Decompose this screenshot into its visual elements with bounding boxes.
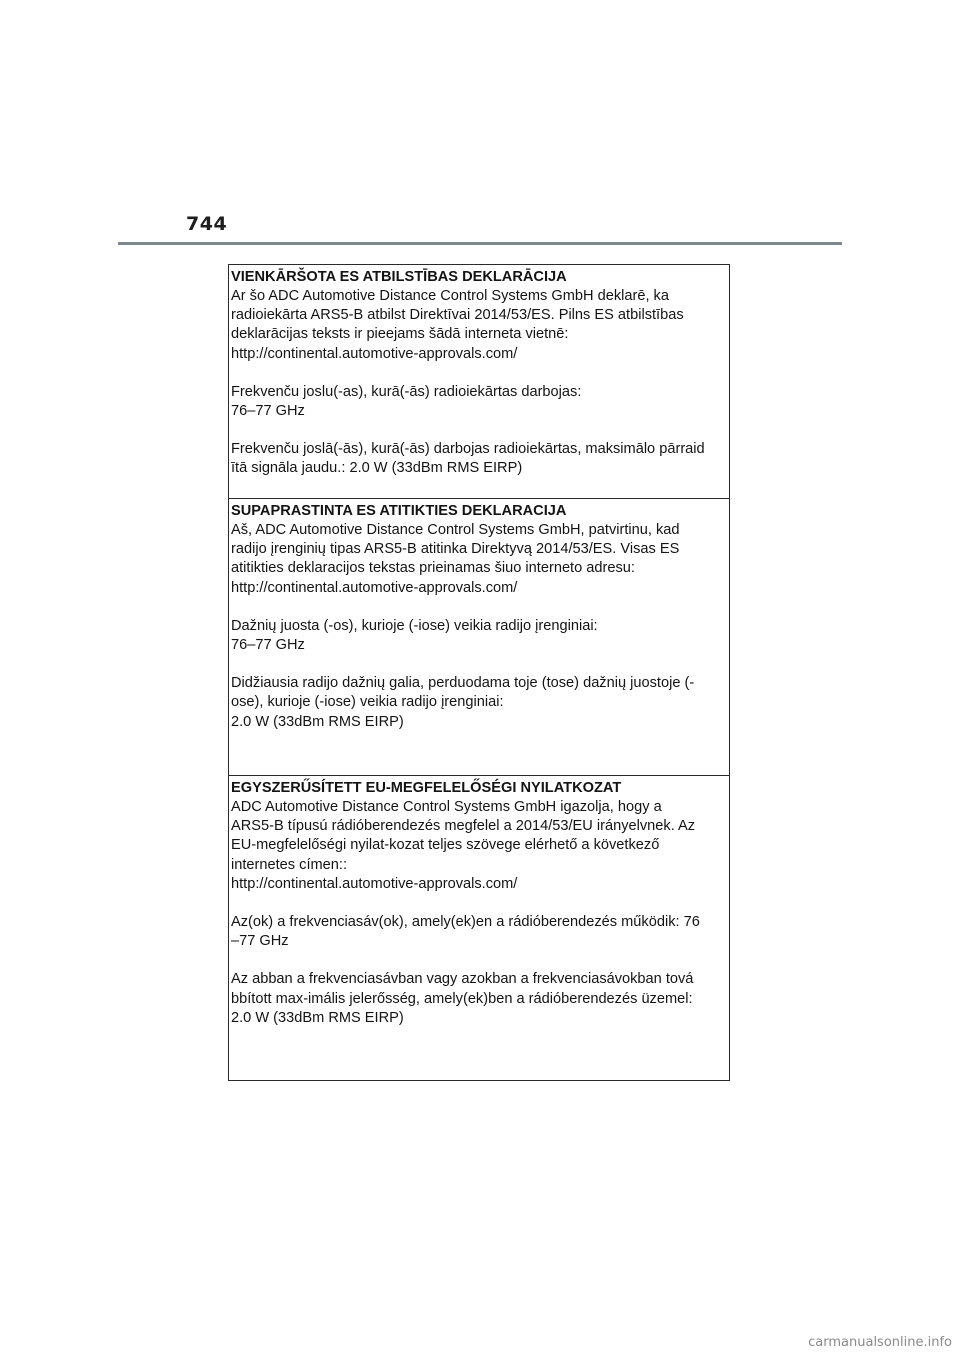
text-line: 76–77 GHz	[231, 403, 305, 420]
text-line: radijo įrenginių tipas ARS5-B atitinka Direktyvą 2014/53/ES. Visas ES	[231, 541, 680, 558]
section-paragraph	[231, 440, 729, 478]
text-line: Ar šo ADC Automotive Distance Control Systems GmbH deklarē, ka	[231, 288, 669, 304]
declaration-table	[228, 264, 730, 1081]
section-paragraph	[231, 798, 729, 894]
text-line: Frekvenču joslā(-ās), kurā(-ās) darbojas radioiekārtas, maksimālo pārraid	[231, 441, 705, 458]
section-title: SUPAPRASTINTA ES ATITIKTIES DEKLARACIJA	[231, 503, 567, 519]
section-paragraph	[231, 521, 729, 598]
url-line: http://continental.automotive-approvals.com/	[231, 875, 518, 892]
text-line: ītā signāla jaudu.: 2.0 W (33dBm RMS EIRP)	[231, 460, 523, 477]
text-line: ARS5-B típusú rádióberendezés megfelel a 2014/53/EU irányelvnek. Az	[231, 818, 696, 835]
text-line: Az(ok) a frekvenciasáv(ok), amely(ek)en a rádióberendezés működik: 76	[231, 914, 700, 931]
header-rule	[118, 242, 842, 245]
section-paragraph	[231, 970, 729, 1028]
section-paragraph	[231, 287, 729, 364]
text-line: atitikties deklaracijos tekstas prieinamas šiuo interneto adresu:	[231, 560, 635, 577]
declaration-section-hungarian	[229, 775, 729, 1079]
url-line: http://continental.automotive-approvals.com/	[231, 579, 518, 596]
section-paragraph	[231, 383, 729, 421]
url-line: http://continental.automotive-approvals.com/	[231, 345, 518, 362]
text-line: deklarācijas teksts ir pieejams šādā interneta vietnē:	[231, 326, 569, 343]
text-line: radioiekārta ARS5-B atbilst Direktīvai 2014/53/ES. Pilns ES atbilstības	[231, 307, 684, 324]
watermark: carmanualsonline.info	[808, 1335, 952, 1350]
text-line: bbított max-imális jelerősség, amely(ek)ben a rádióberendezés üzemel:	[231, 990, 693, 1007]
declaration-section-lithuanian	[229, 498, 729, 775]
text-line: EU-megfelelőségi nyilat-kozat teljes szövege elérhető a következő	[231, 837, 660, 854]
text-line: 2.0 W (33dBm RMS EIRP)	[231, 713, 404, 730]
text-line: Didžiausia radijo dažnių galia, perduodama toje (tose) dažnių juostoje (-	[231, 675, 695, 692]
text-line: Az abban a frekvenciasávban vagy azokban a frekvenciasávokban tová	[231, 971, 694, 988]
page-number: 744	[186, 213, 228, 235]
text-line: ose), kurioje (-iose) veikia radijo įrenginiai:	[231, 694, 504, 711]
text-line: Dažnių juosta (-os), kurioje (-iose) veikia radijo įrenginiai:	[231, 617, 598, 634]
text-line: 76–77 GHz	[231, 637, 305, 654]
text-line: 2.0 W (33dBm RMS EIRP)	[231, 1009, 404, 1026]
section-paragraph	[231, 913, 729, 951]
text-line: ADC Automotive Distance Control Systems GmbH igazolja, hogy a	[231, 799, 662, 815]
text-line: internetes címen::	[231, 856, 347, 873]
text-line: Aš, ADC Automotive Distance Control Systems GmbH, patvirtinu, kad	[231, 522, 680, 538]
text-line: Frekvenču joslu(-as), kurā(-ās) radioiekārtas darbojas:	[231, 383, 582, 400]
section-paragraph	[231, 674, 729, 732]
section-title: VIENKĀRŠOTA ES ATBILSTĪBAS DEKLARĀCIJA	[231, 269, 567, 285]
section-title: EGYSZERŰSÍTETT EU-MEGFELELŐSÉGI NYILATKOZAT	[231, 780, 622, 796]
declaration-section-latvian	[229, 265, 729, 498]
text-line: –77 GHz	[231, 933, 289, 950]
section-paragraph	[231, 617, 729, 655]
